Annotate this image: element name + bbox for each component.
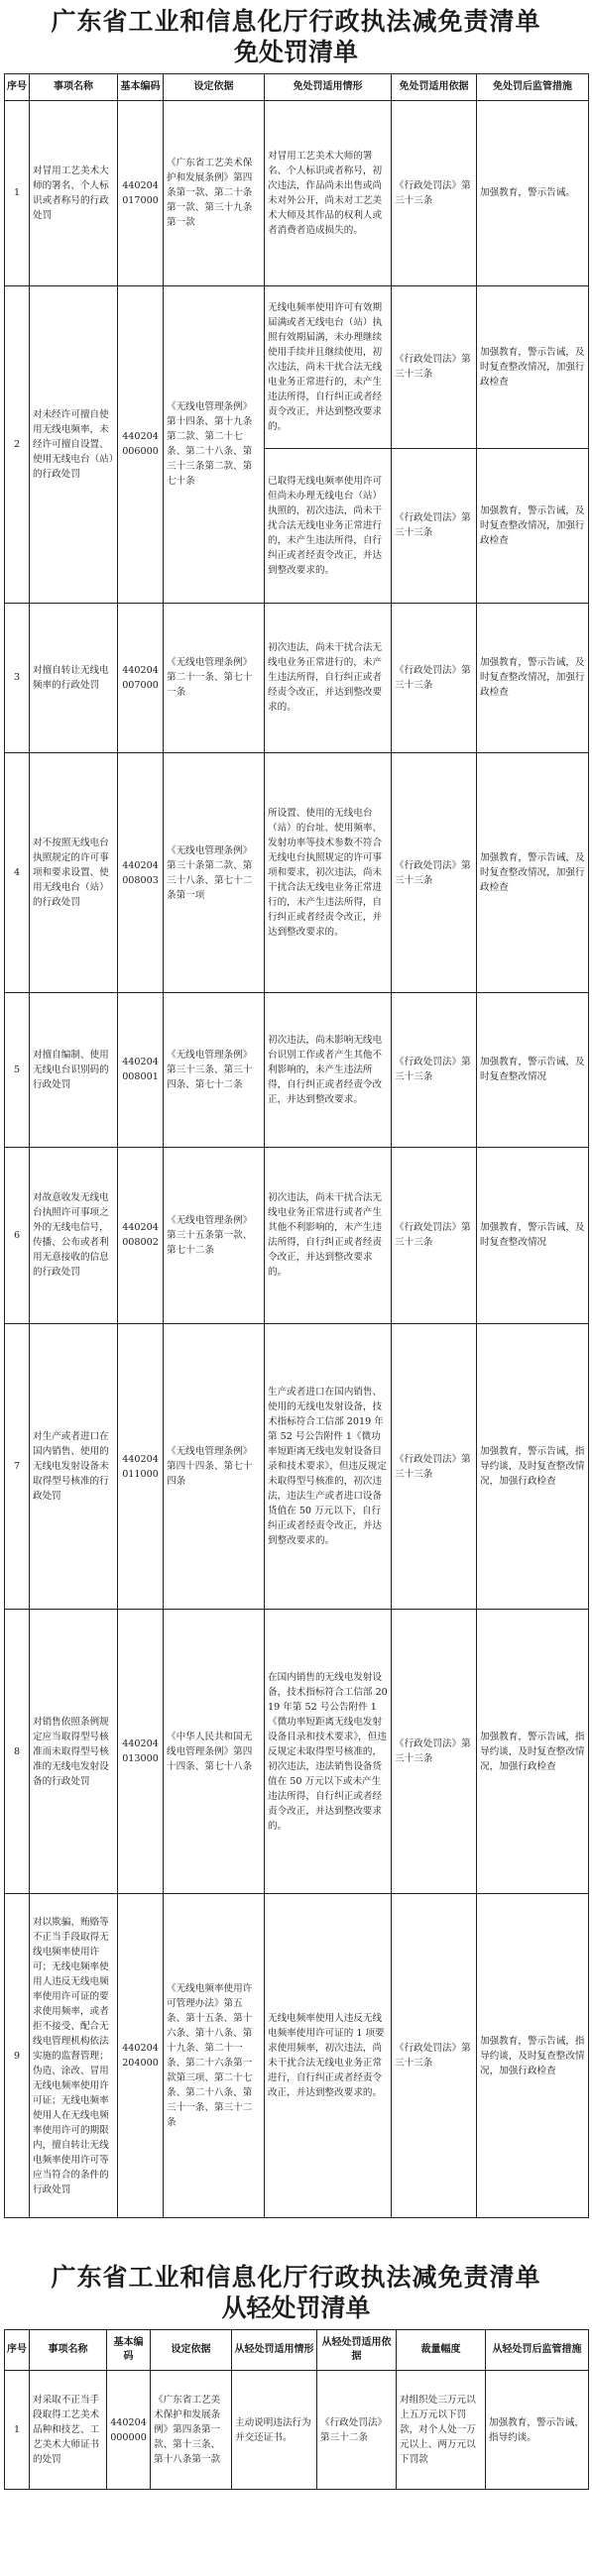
header-cell: 设定依据: [151, 2330, 232, 2371]
applicable-ground: 《行政处罚法》第三十三条: [392, 101, 477, 286]
applicable-ground: 《行政处罚法》第三十三条: [392, 449, 477, 604]
item-code: 440204008003: [118, 752, 164, 992]
applicable-ground: 《行政处罚法》第三十三条: [392, 1610, 477, 1894]
supervision-measure: 加强教育，警示告诫，及时复查整改情况: [477, 993, 589, 1148]
applicable-situation: 主动说明违法行为并交还证书。: [232, 2371, 317, 2490]
table-row: [5, 1323, 589, 1610]
header-cell: 序号: [5, 74, 30, 101]
header-cell: 事项名称: [30, 74, 118, 101]
supervision-measure: 加强教育，警示告诫，指导约谈，及时复查整改情况，加强行政检查: [477, 1894, 589, 2218]
applicable-ground: 《行政处罚法》第三十三条: [392, 1323, 477, 1610]
row-number: 6: [5, 1147, 30, 1323]
table-header-row: [5, 74, 589, 101]
applicable-situation: 初次违法，尚未影响无线电台识别工作或者产生其他不利影响的，未产生违法所得，自行纠正或者经责令改正，并达到整改要求。: [265, 993, 392, 1148]
discretion-range: 对组织处三万元以上五万元以下罚款，对个人处一万元以上、两万元以下罚款: [397, 2371, 486, 2490]
row-number: 1: [5, 2371, 30, 2490]
header-cell: 裁量幅度: [397, 2330, 486, 2371]
legal-basis: 《广东省工艺美术保护和发展条例》第四条第一款、第二十条第一款、第三十九条第一款: [164, 101, 265, 286]
legal-basis: 《广东省工艺美术保护和发展条例》第四条第一款、第十三条、第十八条第一款: [151, 2371, 232, 2490]
table-row: [5, 993, 589, 1148]
header-cell: 从轻处罚适用情形: [232, 2330, 317, 2371]
applicable-ground: 《行政处罚法》第三十三条: [392, 752, 477, 992]
supervision-measure: 加强教育，警示告诫，指导约谈，及时复查整改情况，加强行政检查: [477, 1323, 589, 1610]
supervision-measure: 加强教育，警示告诫，及时复查整改情况，加强行政检查: [477, 285, 589, 448]
legal-basis: 《无线电管理条例》第十四条、第十九条第二款、第二十七条、第二十八条、第三十三条第二款、第七十条: [164, 285, 265, 603]
applicable-ground: 《行政处罚法》第三十三条: [392, 285, 477, 448]
supervision-measure: 加强教育，警示告诫，指导约谈，及时复查整改情况，加强行政检查: [477, 1610, 589, 1894]
applicable-ground: 《行政处罚法》第三十三条: [392, 1894, 477, 2218]
legal-basis: 《中华人民共和国无线电管理条例》第四十四条、第七十八条: [164, 1610, 265, 1894]
item-name: 对以欺骗、贿赂等不正当手段取得无线电频率使用许可；无线电频率使用人违反无线电频率使用许可证的要求使用频率，或者拒不接受、配合无线电管理机构依法实施的监督管理；伪造、涂改、冒用无线电频率使用许可证；无线电频率使用人在无线电频率使用许可的期限内，擅自转让无线电频率使用许可等应当符合的条件的行政处罚: [30, 1894, 118, 2218]
applicable-situation: 初次违法，尚未干扰合法无线电业务正常进行或者产生其他不利影响的，未产生违法所得，自行纠正或者经责令改正，并达到整改要求的。: [265, 1147, 392, 1323]
table-header-row: [5, 2330, 589, 2371]
applicable-situation: 生产或者进口在国内销售、使用的无线电发射设备，技术指标符合工信部 2019 年第 52 号公告附件 1《微功率短距离无线电发射设备目录和技术要求》，但违反规定未取得型号核准的，初次违法，违法生产或者进口设备货值在 50 万元以下，自行纠正或者经责令改正，并达到整改要求的。: [265, 1323, 392, 1610]
header-cell: 序号: [5, 2330, 30, 2371]
table-row: [5, 2371, 589, 2490]
item-code: 440204013000: [118, 1610, 164, 1894]
item-code: 440204000000: [107, 2371, 151, 2490]
applicable-situation: 所设置、使用的无线电台（站）的台址、使用频率、发射功率等技术参数不符合无线电台执照规定的许可事项和要求，初次违法，尚未干扰合法无线电业务正常进行的，未产生违法所得，自行纠正或者经责令改正，并达到整改要求的。: [265, 752, 392, 992]
item-name: 对采取不正当手段取得工艺美术品种和技艺、工艺美术大师证书的处罚: [30, 2371, 107, 2490]
header-cell: 免处罚适用依据: [392, 74, 477, 101]
table-row: [5, 1894, 589, 2218]
supervision-measure: 加强教育，警示告诫，及时复查整改情况，加强行政检查: [477, 752, 589, 992]
item-code: 440204008001: [118, 993, 164, 1148]
applicable-ground: 《行政处罚法》第三十三条: [392, 1147, 477, 1323]
row-number: 9: [5, 1894, 30, 2218]
header-cell: 基本编码: [107, 2330, 151, 2371]
item-code: 440204006000: [118, 285, 164, 603]
header-cell: 免处罚适用情形: [265, 74, 392, 101]
supervision-measure: 加强教育，警示告诫，及时复查整改情况: [477, 1147, 589, 1323]
item-name: 对销售依照条例规定应当取得型号核准而未取得型号核准的无线电发射设备的行政处罚: [30, 1610, 118, 1894]
header-cell: 免处罚后监管措施: [477, 74, 589, 101]
applicable-ground: 《行政处罚法》第三十二条: [317, 2371, 397, 2490]
table-row: [5, 285, 589, 448]
item-code: 440204007000: [118, 603, 164, 752]
exemption-table: [4, 73, 589, 2218]
table-row: [5, 603, 589, 752]
supervision-measure: 加强教育，警示告诫，及时复查整改情况，加强行政检查: [477, 449, 589, 604]
legal-basis: 《无线电管理条例》第四十四条、第七十四条: [164, 1323, 265, 1610]
item-code: 440204204000: [118, 1894, 164, 2218]
legal-basis: 《无线电管理条例》第二十一条、第七十一条: [164, 603, 265, 752]
lighter-penalty-table: [4, 2329, 589, 2490]
item-name: 对冒用工艺美术大师的署名、个人标识或者称号的行政处罚: [30, 101, 118, 286]
table-row: [5, 1610, 589, 1894]
item-name: 对生产或者进口在国内销售、使用的无线电发射设备未取得型号核准的行政处罚: [30, 1323, 118, 1610]
supervision-measure: 加强教育，警示告诫，及时复查整改情况，加强行政检查: [477, 603, 589, 752]
applicable-situation: 在国内销售的无线电发射设备，技术指标符合工信部 2019 年第 52 号公告附件 1《微功率短距离无线电发射设备目录和技术要求》，但违反规定未取得型号核准的，初次违法，违法销售设备货值在 50 万元以下或未产生违法所得，自行纠正或者经责令改正，并达到整改要求的。: [265, 1610, 392, 1894]
item-name: 对不按照无线电台执照规定的许可事项和要求设置、使用无线电台（站）的行政处罚: [30, 752, 118, 992]
item-name: 对擅自转让无线电频率的行政处罚: [30, 603, 118, 752]
header-cell: 基本编码: [118, 74, 164, 101]
doc2-subtitle: 从轻处罚清单: [221, 2294, 371, 2322]
applicable-situation: 已取得无线电频率使用许可但尚未办理无线电台（站）执照的，初次违法，尚未干扰合法无线电业务正常进行的，未产生违法所得，自行纠正或者经责令改正，并达到整改要求的。: [265, 449, 392, 604]
row-number: 2: [5, 285, 30, 603]
doc1-title: 广东省工业和信息化厅行政执法减免责清单: [51, 7, 541, 36]
item-code: 440204008002: [118, 1147, 164, 1323]
item-code: 440204017000: [118, 101, 164, 286]
table-row: [5, 101, 589, 286]
header-cell: 设定依据: [164, 74, 265, 101]
row-number: 1: [5, 101, 30, 286]
table-row: [5, 1147, 589, 1323]
legal-basis: 《无线电频率使用许可管理办法》第五条、第十五条、第十六条、第十八条、第十九条、第二十一条、第二十六条第一款第三项、第二十七条、第二十八条、第三十一条、第三十二条: [164, 1894, 265, 2218]
row-number: 8: [5, 1610, 30, 1894]
header-cell: 从轻处罚后监管措施: [486, 2330, 589, 2371]
supervision-measure: 加强教育，警示告诫，指导约谈。: [486, 2371, 589, 2490]
row-number: 4: [5, 752, 30, 992]
header-cell: 事项名称: [30, 2330, 107, 2371]
supervision-measure: 加强教育，警示告诫。: [477, 101, 589, 286]
item-code: 440204011000: [118, 1323, 164, 1610]
applicable-ground: 《行政处罚法》第三十三条: [392, 993, 477, 1148]
header-cell: 从轻处罚适用依据: [317, 2330, 397, 2371]
applicable-situation: 无线电频率使用许可有效期届满或者无线电台（站）执照有效期届满，未办理继续使用手续并且继续使用，初次违法，尚未干扰合法无线电业务正常进行的，未产生违法所得，自行纠正或者经责令改正，并达到整改要求的。: [265, 285, 392, 448]
item-name: 对未经许可擅自使用无线电频率，未经许可擅自设置、使用无线电台（站）的行政处罚: [30, 285, 118, 603]
legal-basis: 《无线电管理条例》第三十条第二款、第三十八条、第七十二条第一项: [164, 752, 265, 992]
row-number: 7: [5, 1323, 30, 1610]
applicable-situation: 对冒用工艺美术大师的署名、个人标识或者称号，初次违法，作品尚未出售或尚未对外公开，尚未对工艺美术大师及其作品的权利人或者消费者造成损失的。: [265, 101, 392, 286]
doc2-title: 广东省工业和信息化厅行政执法减免责清单: [51, 2263, 541, 2292]
legal-basis: 《无线电管理条例》第三十三条、第三十四条、第七十二条: [164, 993, 265, 1148]
applicable-situation: 无线电频率使用人违反无线电频率使用许可证的 1 项要求使用频率，初次违法，尚未干扰合法无线电业务正常进行，自行纠正或者经责令改正，并达到整改要求的。: [265, 1894, 392, 2218]
table-row: [5, 752, 589, 992]
row-number: 3: [5, 603, 30, 752]
applicable-situation: 初次违法，尚未干扰合法无线电业务正常进行的，未产生违法所得，自行纠正或者经责令改正，并达到整改要求的。: [265, 603, 392, 752]
legal-basis: 《无线电管理条例》第三十五条第一款、第七十二条: [164, 1147, 265, 1323]
item-name: 对擅自编制、使用无线电台识别码的行政处罚: [30, 993, 118, 1148]
doc1-subtitle: 免处罚清单: [233, 38, 358, 66]
item-name: 对故意收发无线电台执照许可事项之外的无线电信号，传播、公布或者利用无意接收的信息的行政处罚: [30, 1147, 118, 1323]
row-number: 5: [5, 993, 30, 1148]
applicable-ground: 《行政处罚法》第三十三条: [392, 603, 477, 752]
